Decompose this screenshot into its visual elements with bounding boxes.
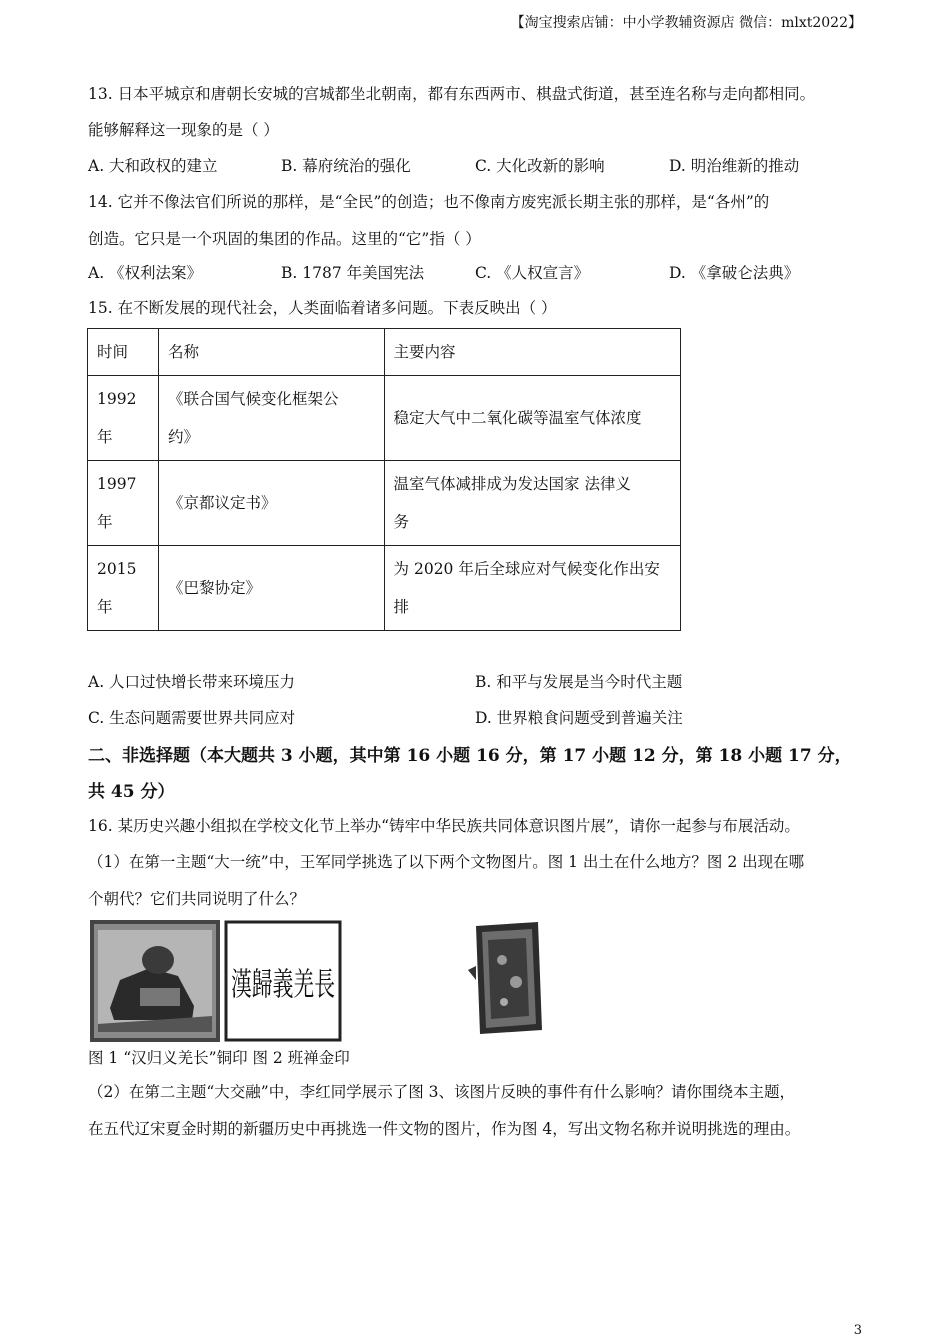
table-cell-content: 温室气体减排成为发达国家 法律义 务 <box>384 461 680 546</box>
q16-sub2-line1: （2）在第二主题“大交融”中，李红同学展示了图 3、该图片反映的事件有什么影响？请你围绕本主题， <box>88 1083 796 1101</box>
q15-stem: 15. 在不断发展的现代社会，人类面临着诸多问题。下表反映出（ ） <box>88 299 557 317</box>
table-cell-content: 为 2020 年后全球应对气候变化作出安 排 <box>384 546 680 631</box>
q13-stem-line1: 13. 日本平城京和唐朝长安城的宫城都坐北朝南，都有东西两市、棋盘式街道，甚至连名称与走向都相同。 <box>88 85 816 103</box>
table-header-cell: 名称 <box>158 329 384 376</box>
page-header: 【淘宝搜索店铺：中小学教辅资源店 微信：mlxt2022】 <box>510 15 862 31</box>
seal-inscription: 漢歸義羌長 <box>231 965 335 1003</box>
figure-2-gold-seal <box>466 920 548 1042</box>
q13-option-d[interactable]: D. 明治维新的推动 <box>669 157 800 175</box>
q15-option-d[interactable]: D. 世界粮食问题受到普遍关注 <box>475 709 683 727</box>
q13-option-a[interactable]: A. 大和政权的建立 <box>88 157 218 175</box>
section-2-heading-line2: 共 45 分） <box>88 782 175 802</box>
q15-option-b[interactable]: B. 和平与发展是当今时代主题 <box>475 673 683 691</box>
table-header-cell: 主要内容 <box>384 329 680 376</box>
table-row <box>88 546 681 631</box>
q14-option-a[interactable]: A. 《权利法案》 <box>88 264 203 282</box>
climate-treaty-table <box>87 328 681 631</box>
q14-option-c[interactable]: C. 《人权宣言》 <box>475 264 590 282</box>
q15-option-a[interactable]: A. 人口过快增长带来环境压力 <box>88 673 296 691</box>
table-cell-content: 稳定大气中二氧化碳等温室气体浓度 <box>384 376 680 461</box>
q14-option-b[interactable]: B. 1787 年美国宪法 <box>281 264 425 282</box>
table-cell-time: 1992 年 <box>88 376 159 461</box>
q13-stem-line2: 能够解释这一现象的是（ ） <box>88 121 279 139</box>
section-2-heading-line1: 二、非选择题（本大题共 3 小题，其中第 16 小题 16 分，第 17 小题 12 分，第 18 小题 17 分， <box>88 746 852 766</box>
table-cell-name: 《巴黎协定》 <box>158 546 384 631</box>
table-header-row <box>88 329 681 376</box>
page-number: 3 <box>853 1323 862 1338</box>
q15-option-c[interactable]: C. 生态问题需要世界共同应对 <box>88 709 296 727</box>
q14-stem-line1: 14. 它并不像法官们所说的那样，是“全民”的创造；也不像南方废宪派长期主张的那样，是“各州”的 <box>88 193 770 211</box>
figure-caption: 图 1 “汉归义羌长”铜印 图 2 班禅金印 <box>88 1049 350 1067</box>
table-header-cell: 时间 <box>88 329 159 376</box>
q13-option-c[interactable]: C. 大化改新的影响 <box>475 157 605 175</box>
q16-sub1-line2: 个朝代？它们共同说明了什么？ <box>88 890 306 908</box>
q16-intro: 16. 某历史兴趣小组拟在学校文化节上举办“铸牢中华民族共同体意识图片展”，请你一起参与布展活动。 <box>88 817 800 835</box>
table-row <box>88 461 681 546</box>
q16-sub1-line1: （1）在第一主题“大一统”中，王军同学挑选了以下两个文物图片。图 1 出土在什么地方？图 2 出现在哪 <box>88 853 805 871</box>
table-cell-name: 《京都议定书》 <box>158 461 384 546</box>
q14-stem-line2: 创造。它只是一个巩固的集团的作品。这里的“它”指（ ） <box>88 230 481 248</box>
table-cell-time: 2015 年 <box>88 546 159 631</box>
table-row <box>88 376 681 461</box>
q16-sub2-line2: 在五代辽宋夏金时期的新疆历史中再挑选一件文物的图片，作为图 4，写出文物名称并说明挑选的理由。 <box>88 1120 801 1138</box>
q13-option-b[interactable]: B. 幕府统治的强化 <box>281 157 411 175</box>
figure-1-bronze-seal <box>90 920 342 1046</box>
q14-option-d[interactable]: D. 《拿破仑法典》 <box>669 264 800 282</box>
table-cell-time: 1997 年 <box>88 461 159 546</box>
table-cell-name: 《联合国气候变化框架公 约》 <box>158 376 384 461</box>
